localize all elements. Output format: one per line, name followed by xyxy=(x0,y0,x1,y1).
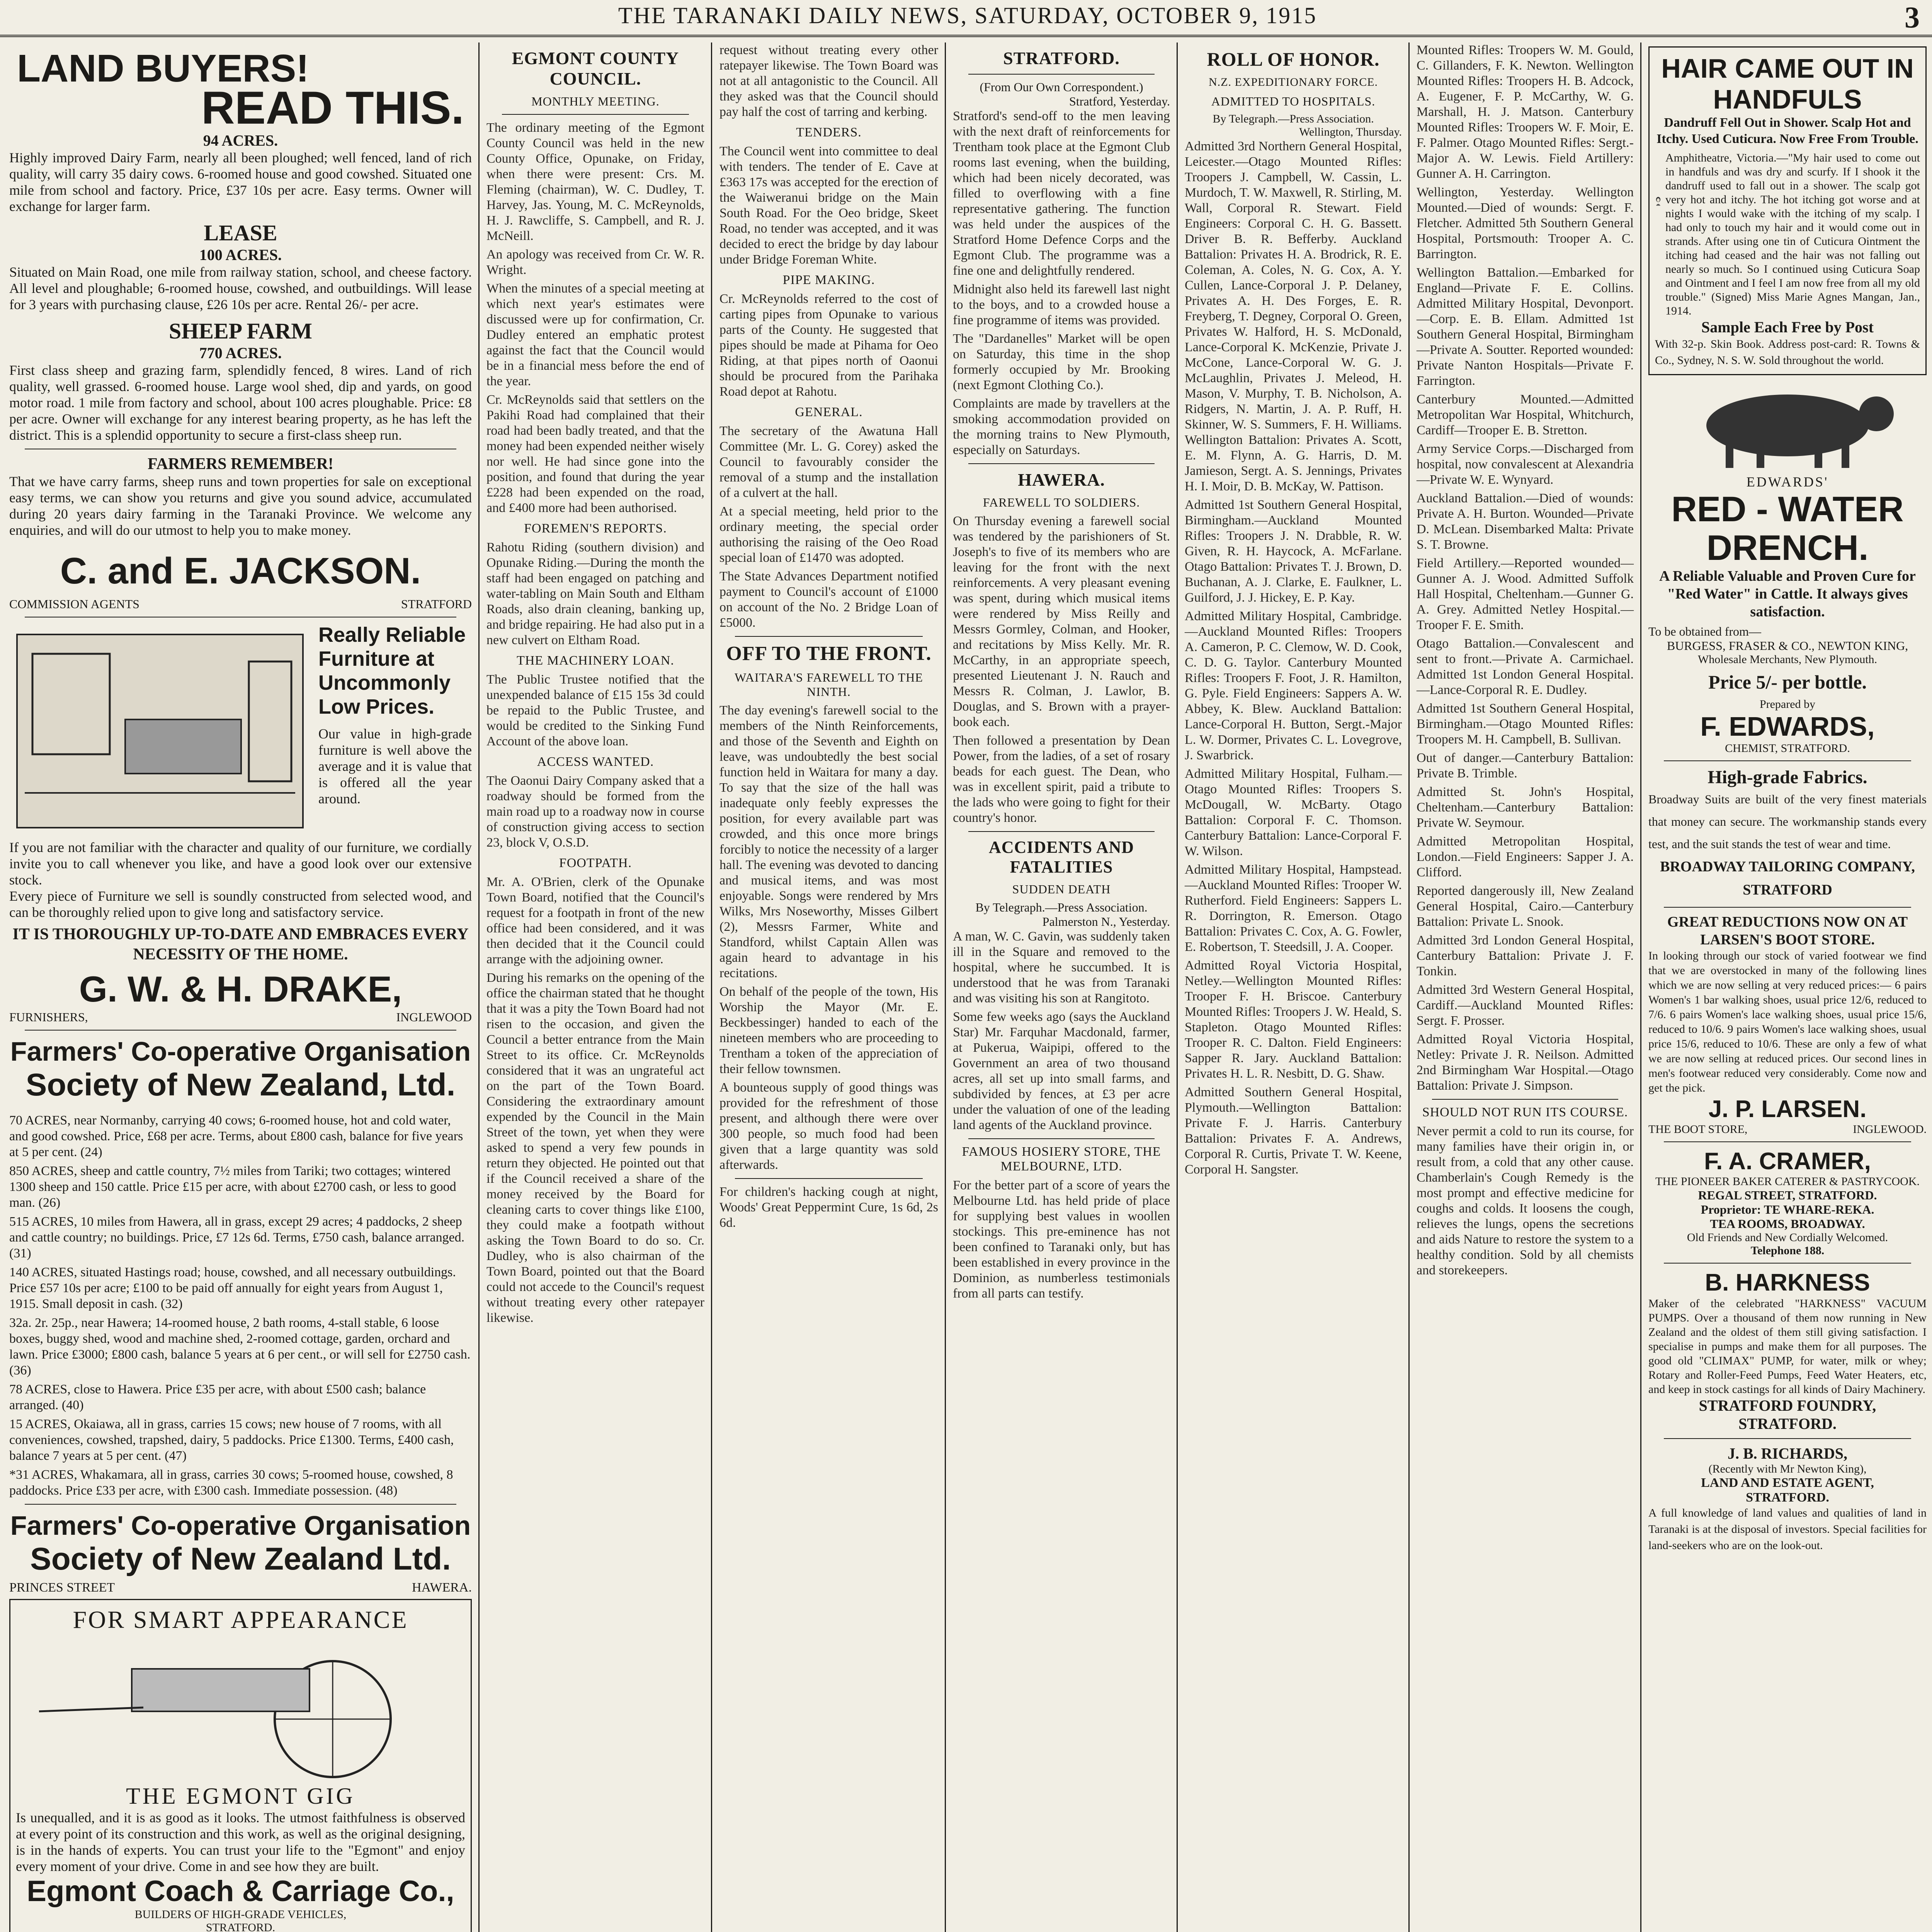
price-line: Price 5/- per bottle. xyxy=(1708,671,1867,693)
sample-text: With 32-p. Skin Book. Address post-card: R. Towns & Co., Sydney, N. S. W. Sold throughout the world. xyxy=(1655,338,1920,367)
roll-para: Admitted 3rd London General Hospital, Canterbury Battalion: Private J. F. Tonkin. xyxy=(1417,933,1634,978)
listing-text: 15 ACRES, Okaiawa, all in grass, carries 15 cows; new house of 7 rooms, with all conveniences, cowshed, trapshed, dairy, 5 paddocks. Price £1300. Terms, £400 cash, balance 7 years at 5 per cent. xyxy=(9,1417,454,1463)
column-rule xyxy=(478,43,480,1932)
council-title: EGMONT COUNTY COUNCIL. xyxy=(512,48,679,88)
column-stratford xyxy=(947,43,1175,1932)
front-para: The day evening's farewell social to the members of the Ninth Reinforcements, and those of the Seventh and Eighth on leave, was undoubtedly the best social function held in Waitara for many a day. To say that the size of the hall was inadequate only feebly expresses the position, for every available part was crowded, and this once more brings forcibly to notice the necessity of a larger hall. The evening was devoted to dancing and musical items, and was most enjoyable. Songs were rendered by Mrs Wilks, Mrs Noseworthy, Misses Gilbert (2), Messrs Farmer, White and Standford, whilst Captain Allen was again heard to advantage in his recitations. xyxy=(719,703,938,980)
roll-para: Admitted 3rd Western General Hospital, Cardiff.—Auckland Mounted Rifles: Sergt. F. Prosser. xyxy=(1417,983,1634,1028)
furniture-heading: Really Reliable Furniture at Uncommonly Low Prices. xyxy=(318,623,466,718)
farmers-coop-heading: Farmers' Co-operative Organisation xyxy=(10,1036,471,1066)
cramer-name: F. A. CRAMER, xyxy=(1704,1148,1871,1175)
page-number: 3 xyxy=(1905,0,1920,34)
council-para: Rahotu Riding (southern division) and Opunake Riding.—During the month the staff had been engaged on patching and water-tabling on Main South and Eltham Roads, also drain cleaning, banking up, and bridge repairing. He had also put in a new culvert on Eltham Road. xyxy=(486,540,704,647)
listing-ref: (26) xyxy=(38,1196,61,1210)
farmers-coop-heading-2: Farmers' Co-operative Organisation xyxy=(10,1510,471,1541)
stratford-para: Midnight also held its farewell last night to the boys, and to a crowded house a fine programme of items was provided. xyxy=(953,282,1170,327)
access-wanted-heading: ACCESS WANTED. xyxy=(537,755,654,769)
harkness-name: B. HARKNESS xyxy=(1705,1269,1870,1296)
stratford-para: Stratford's send-off to the men leaving with the next draft of reinforcements for Trentham took place at the Egmont Club rooms last evening, when the building, which had been nicely decorated, was filled to overflowing with a fine representative gathering. The function was held under the auspices of the Stratford Home Defence Corps and the Egmont Club. The programme was a fine one and delightfully rendered. xyxy=(953,109,1170,278)
society-heading: Society of New Zealand, Ltd. xyxy=(26,1067,456,1102)
pipe-making-heading: PIPE MAKING. xyxy=(782,273,875,287)
machinery-loan-heading: THE MACHINERY LOAN. xyxy=(517,653,674,668)
council-para: The Council went into committee to deal with tenders. The tender of E. Cave at £363 17s was accepted for the erection of the Waiweranui bridge on the Main South Road. For the Oeo bridge, Skeet Road, no tender was accepted, and it was decided to erect the bridge by day labour under Bridge Foreman White. xyxy=(719,144,938,267)
page-header-title: THE TARANAKI DAILY NEWS, SATURDAY, OCTOBER 9, 1915 xyxy=(618,3,1317,28)
listing-text: 850 ACRES, sheep and cattle country, 7½ miles from Tariki; two cottages; wintered 1300 sheep and 150 cattle. Price £15 per acre, with about £2700 cash, or less to good man. xyxy=(9,1164,456,1210)
obtain-label: To be obtained from— xyxy=(1648,624,1761,638)
listing-text: 70 ACRES, near Normanby, carrying 40 cows; 6-roomed house, hot and cold water, and good cowshed. Price, £68 per acre. Terms, about £800 cash, balance for five years at 5 per cent. xyxy=(9,1113,463,1159)
ad-770-text: First class sheep and grazing farm, splendidly fenced, 8 wires. Land of rich quality, well grassed. 6-roomed house. Large wool shed, dip and yards, on good motor road. 1 mile from factory and school, about 100 acres ploughable. Price: £8 per acre. Owner will exchange for any interest bearing property, as he has left the district. This is a splendid opportunity to secure a first-class sheep run. xyxy=(9,362,472,443)
council-para: The ordinary meeting of the Egmont County Council was held in the new County Office, Opunake, on Friday, when there were present: Crs. M. Fleming (chairman), W. C. Dudley, T. Harvey, Jas. Young, M. C. McReynolds, H. J. Rawcliffe, S. Campbell, and R. J. McNeill. xyxy=(486,121,704,243)
roll-para: Mounted Rifles: Troopers W. M. Gould, C. Gillanders, F. K. Newton. Wellington Mounted Rifles: Troopers H. B. Adcock, A. Eugener, F. P. McCarthy, W. G. Marshall, H. J. Matson. Canterbury Mounted Rifles: Troopers W. F. Moir, E. F. Palmer. Otago Mounted Rifles: Sergt.-Major A. W. Lewis. Field Artillery: Gunner A. H. Carrington. xyxy=(1417,43,1634,181)
drake-town: INGLEWOOD xyxy=(396,1010,472,1024)
admitted-hospitals-heading: ADMITTED TO HOSPITALS. xyxy=(1211,94,1376,108)
column-rule xyxy=(1408,43,1410,1932)
prepared-by: Prepared by xyxy=(1759,698,1816,711)
sample-heading: Sample Each Free by Post xyxy=(1701,318,1874,336)
wholesale-line: Wholesale Merchants, New Plymouth. xyxy=(1697,653,1878,666)
roll-para: Reported dangerously ill, New Zealand General Hospital, Cairo.—Canterbury Battalion: Private L. Snook. xyxy=(1417,884,1634,929)
hosiery-heading: FAMOUS HOSIERY STORE, THE MELBOURNE, LTD. xyxy=(962,1145,1161,1173)
proprietor-line: Proprietor: TE WHARE-REKA. xyxy=(1701,1202,1874,1216)
newton-king-line: (Recently with Mr Newton King), xyxy=(1708,1463,1867,1475)
telephone-line: Telephone 188. xyxy=(1750,1244,1825,1257)
listing-text: 78 ACRES, close to Hawera. Price £35 per acre, with about £500 cash; balance arranged. xyxy=(9,1382,426,1412)
red-water-heading: RED - WATER DRENCH. xyxy=(1671,490,1904,568)
roll-para: Admitted 3rd Northern General Hospital, Leicester.—Otago Mounted Rifles: Troopers J. Campbell, W. Cassin, L. Murdoch, T. W. Maxwell, R. Stirling, M. Wall, Corporal R. Stewart. Field Engineers: Corporal C. H. G. Bassett. Driver B. R. Befferby. Auckland Battalion: Privates H. A. Brodrick, R. E. Coleman, A. Coles, N. G. Cox, A. Y. Cullen, Lance-Corporal J. P. Delaney, Privates A. H. Des Forges, E. R. Freyberg, T. Degney, Corporal O. Green, Privates W. Halford, H. S. McDonald, Lance-Corporal K. McKenzie, Private J. McCone, Lance-Corporal W. G. J. McLaughlin, Privates J. Meleod, H. Mason, V. Murphy, T. B. Nicholson, A. Ridgers, N. Martin, J. A. P. Ruff, H. Skinner, W. S. Summers, F. H. Williams. Wellington Battalion: Privates A. Scott, E. M. Flynn, A. G. Harris, D. M. Jamieson, Sergt. A. S. Jennings, Privates H. I. Moir, D. B. McKay, W. Pattison. xyxy=(1185,139,1402,493)
burgess-name: BURGESS, FRASER & CO., NEWTON KING, xyxy=(1667,639,1908,653)
roll-para: Admitted Military Hospital, Cambridge.—Auckland Mounted Rifles: Troopers A. Cameron, P. C. Clemow, W. D. Cook, C. D. G. Taylor. Canterbury Mounted Rifles: Troopers F. Foot, J. R. Hamilton, G. Pyle. Field Engineers: Sappers A. W. Abbey, K. Blew. Auckland Battalion: Lance-Corporal H. Button, Sergt.-Major L. W. Dormer, Privates C. L. Lovegrove, J. Swarbrick. xyxy=(1185,609,1402,762)
front-para: A bounteous supply of good things was provided for the refreshment of those present, and although there were over 300 people, so much food had been given that a large quantity was sold afterwards. xyxy=(719,1080,938,1172)
roll-para: Admitted St. John's Hospital, Cheltenham.—Canterbury Battalion: Private W. Seymour. xyxy=(1417,785,1634,830)
roll-para: Auckland Battalion.—Died of wounds: Private A. H. Burton. Wounded—Private D. McLean. Disembarked Malta: Private S. T. Browne. xyxy=(1417,491,1634,552)
stratford-title: STRATFORD. xyxy=(1003,48,1120,68)
accident-para: A man, W. C. Gavin, was suddenly taken ill in the Square and removed to the hospital, where he succumbed. It is understood that he was from Taranaki and was visiting his son at Rangitoto. xyxy=(953,929,1170,1005)
column-land-ads xyxy=(4,43,477,1932)
off-to-front-heading: OFF TO THE FRONT. xyxy=(726,643,932,665)
larsen-town: INGLEWOOD. xyxy=(1853,1123,1927,1136)
press-line: By Telegraph.—Press Association. xyxy=(975,900,1148,914)
cuticura-ad xyxy=(1648,46,1927,375)
peppermint-cure-ad: For children's hacking cough at night, Woods' Great Peppermint Cure, 1s 6d, 2s 6d. xyxy=(719,1185,938,1230)
ad-100-acres: 100 ACRES. xyxy=(199,246,282,264)
roll-para: Wellington, Yesterday. Wellington Mounted.—Died of wounds: Sergt. F. Fletcher. Admitted 5th Southern General Hospital, Portsmouth: Trooper A. C. Barrington. xyxy=(1417,185,1634,261)
furniture-text: Our value in high-grade furniture is well above the average and it is value that is offered all the year around. xyxy=(318,726,472,806)
land-estate-agent: LAND AND ESTATE AGENT, xyxy=(1701,1476,1874,1490)
column-county-council xyxy=(481,43,710,1932)
foremen-reports-heading: FOREMEN'S REPORTS. xyxy=(524,521,667,536)
listing-item xyxy=(9,1264,472,1312)
general-heading: GENERAL. xyxy=(795,405,863,419)
listing-text: *31 ACRES, Whakamara, all in grass, carries 30 cows; 5-roomed house, cowshed, 8 paddocks. Price £33 per acre, with £300 cash. Immediate possession. xyxy=(9,1468,453,1498)
roll-para: Admitted Military Hospital, Hampstead.—Auckland Mounted Rifles: Trooper W. Rutherford. Field Engineers: Sappers L. R. Dorrington, R. Emerson. Otago Battalion: Privates C. Cox, A. G. Fowler, E. Robertson, T. Steedsill, J. A. Cooper. xyxy=(1185,862,1402,954)
up-to-date-line: IT IS THOROUGHLY UP-TO-DATE AND EMBRACES EVERY NECESSITY OF THE HOME. xyxy=(12,925,469,963)
hawera-para: On Thursday evening a farewell social was tendered by the parishioners of St. Joseph's to five of its members who are leaving for the front with the next reinforcements. A very pleasant evening was spent, during which musical items were rendered by Miss Reilly and Messrs Gormley, Colman, and Hooker, and recitations by Miss Kelly. Mr. R. McCarthy, in an appropriate speech, presented Lieutenant J. N. Rauch and Messrs R. Colman, J. Lawlor, B. Douglas, and S. Brown with a prayer-book each. xyxy=(953,514,1170,729)
council-para: When the minutes of a special meeting at which next year's estimates were discussed were up for confirmation, Cr. Dudley entered an emphatic protest against the fact that the Council would be in a financial mess before the end of the year. xyxy=(486,281,704,388)
richards-text: A full knowledge of land values and qualities of land in Taranaki is at the disposal of investors. Special facilities for land-seekers who are on the look-out. xyxy=(1648,1507,1927,1552)
roll-para: Otago Battalion.—Convalescent and sent to front.—Private A. Carmichael. Admitted 1st London General Hospital.—Lance-Corporal R. E. Dudley. xyxy=(1417,636,1634,697)
tea-rooms: TEA ROOMS, BROADWAY. xyxy=(1710,1217,1865,1231)
drake-footer xyxy=(9,1010,472,1024)
richards-name: J. B. RICHARDS, xyxy=(1727,1445,1848,1462)
column-roll-of-honor xyxy=(1179,43,1407,1932)
column-rule xyxy=(711,43,712,1932)
foundry-line: STRATFORD FOUNDRY, STRATFORD. xyxy=(1699,1397,1876,1432)
listing-text: 32a. 2r. 25p., near Hawera; 14-roomed house, 2 bath rooms, 4-stall stable, 6 loose boxes, buggy shed, wood and machine shed, 2-roomed cottage, garden, orchard and lawn. Price £3000; £800 cash, balance 5 years at 6 per cent., or will sell for £2750 cash. xyxy=(9,1316,471,1362)
listing-text: 140 ACRES, situated Hastings road; house, cowshed, and all necessary outbuildings. Price £57 10s per acre; £100 to be paid off annually for eight years from August 1, 1915. Small deposit in cash. xyxy=(9,1265,456,1311)
roll-para: Admitted Royal Victoria Hospital, Netley.—Wellington Mounted Rifles: Trooper F. H. Briscoe. Canterbury Mounted Rifles: Troopers J. W. Heald, S. Stapleton. Otago Mounted Rifles: Trooper R. C. Dalton. Field Engineers: Sapper R. Jary. Auckland Battalion: Privates H. L. R. Nesbitt, D. G. Shaw. xyxy=(1185,958,1402,1081)
council-para: During his remarks on the opening of the office the chairman stated that he thought that it was a pity the Town Board had not risen to the occasion, and given the Council a better entrance from the Main Street to its office. Cr. McReynolds considered that it was an ungrateful act on the part of the Town Board. Considering the extraordinary amount expended by the Council in the Main Street of the town, yet when they were asked to spend a very few pounds in return they objected. He pointed out that if the Council received a share of the money received by the Board for cleaning carts to cover things like £100, they could make a footpath without asking the Town Board to do so. Cr. Dudley, who is also chairman of the Town Board, pointed out that the Board could not accede to the Council's request without treating every other ratepayer likewise. xyxy=(486,971,704,1325)
ad-770-acres: 770 ACRES. xyxy=(199,344,282,362)
jackson-town: STRATFORD xyxy=(401,597,472,611)
listing-ref: (32) xyxy=(160,1297,183,1311)
column-right-ads xyxy=(1643,43,1932,1932)
listing-item xyxy=(9,1315,472,1378)
jackson-footer xyxy=(9,597,472,611)
listing-item xyxy=(9,1467,472,1498)
correspondent-line: (From Our Own Correspondent.) xyxy=(980,80,1143,94)
hair-subheading: Dandruff Fell Out in Shower. Scalp Hot and Itchy. Used Cuticura. Now Free From Trouble. xyxy=(1656,116,1918,146)
roll-para: Out of danger.—Canterbury Battalion: Private B. Trimble. xyxy=(1417,751,1634,781)
property-listings xyxy=(9,1112,472,1498)
great-reductions-text: In looking through our stock of varied footwear we find that we are overstocked in many of the following lines which we are now selling at very reduced prices:— 6 pairs Women's 1 bar walking shoes, usual price 12/6, reduced to 7/6. 6 pairs Women's lace walking shoes, usual price 15/6, reduced to 10/6. 9 pairs Women's lace walking shoes, usual price 15/6, reduced to 10/6. These are only a few of what we are now selling at reduced prices. Our second lines in men's footwear reduced very considerably. Come now and get the pick. xyxy=(1648,949,1927,1094)
listing-item xyxy=(9,1381,472,1413)
sudden-death-heading: SUDDEN DEATH xyxy=(1012,882,1111,896)
column-rule xyxy=(1640,43,1641,1932)
roll-para: Wellington Battalion.—Embarked for England—Private F. E. Collins. Admitted Military Hospital, Devonport.—Corp. E. B. Ellam. Admitted 1st Southern General Hospital, Birmingham—Private A. Soutter. Reported wounded: Private Nanton Hospitals—Private F. Farrington. xyxy=(1417,265,1634,388)
masthead xyxy=(0,0,1932,37)
furnishers-label: FURNISHERS, xyxy=(9,1010,88,1024)
land-buyers-ad xyxy=(9,43,472,134)
furniture-illustration xyxy=(9,623,311,839)
chamberlain-ad: Never permit a cold to run its course, for many families have their origin in, or result from, a cold that any other cause. Chamberlain's Cough Remedy is the most prompt and effective medicine for coughs and colds. It loosens the cough, relieves the lungs, opens the secretions and aids Nature to restore the system to a healthy condition. Sold by all chemists and storekeepers. xyxy=(1417,1124,1634,1277)
listing-item xyxy=(9,1112,472,1160)
hawera-para: Then followed a presentation by Dean Power, from the ladies, of a set of rosary beads for each guest. The Dean, who was in excellent spirit, paid a tribute to the lads who were going to fight for their country's honor. xyxy=(953,733,1170,825)
larsen-name: J. P. LARSEN. xyxy=(1708,1096,1867,1122)
tenders-heading: TENDERS. xyxy=(796,125,862,139)
hair-heading: HAIR CAME OUT IN HANDFULS xyxy=(1661,53,1914,114)
council-subtitle: MONTHLY MEETING. xyxy=(531,94,660,108)
edwards-label: EDWARDS' xyxy=(1746,474,1829,490)
land-buyers-heading: LAND BUYERS! xyxy=(17,47,309,90)
builders-line: BUILDERS OF HIGH-GRADE VEHICLES, xyxy=(134,1908,347,1921)
listing-item xyxy=(9,1163,472,1211)
should-not-run-heading: SHOULD NOT RUN ITS COURSE. xyxy=(1422,1105,1628,1119)
roll-of-honor-title: ROLL OF HONOR. xyxy=(1207,48,1380,70)
high-grade-text: Broadway Suits are built of the very finest materials that money can secure. The workmanship stands every test, and the suit stands the test of wear and time. xyxy=(1648,792,1927,851)
high-grade-heading: High-grade Fabrics. xyxy=(1708,767,1867,787)
roll-para: Admitted Metropolitan Hospital, London.—Field Engineers: Sapper J. A. Clifford. xyxy=(1417,834,1634,879)
great-reductions-heading: GREAT REDUCTIONS NOW ON AT LARSEN'S BOOT STORE. xyxy=(1667,914,1908,948)
dateline: Stratford, Yesterday. xyxy=(1069,94,1170,108)
listing-item xyxy=(9,1416,472,1464)
cattle-illustration xyxy=(1648,379,1927,472)
egmont-gig-text: Is unequalled, and it is as good as it looks. The utmost faithfulness is observed at every point of its construction and this work, as well as the original designing, is in the hands of experts. You can trust your life to the "Egmont" and enjoy every moment of your drive. Come in and see how they are built. xyxy=(16,1810,465,1874)
ad-94-text: Highly improved Dairy Farm, nearly all been ploughed; well fenced, land of rich quality, will carry 35 dairy cows. 6-roomed house and good cowshed. Situated one mile from school and factory. Price, £37 10s per acre. Easy terms. Owner will exchange for larger farm. xyxy=(9,150,472,214)
ad-94-acres: 94 ACRES. xyxy=(203,132,278,149)
drake-name: G. W. & H. DRAKE, xyxy=(79,969,402,1009)
sheep-farm-heading: SHEEP FARM xyxy=(168,318,313,344)
furniture-copy xyxy=(318,623,472,839)
council-para: The Oaonui Dairy Company asked that a roadway should be formed from the main road up to a roadway now in course of construction giving access to section 23, block V, O.S.D. xyxy=(486,774,704,850)
farmers-remember-text: That we have carry farms, sheep runs and town properties for sale on exceptional easy terms, we can show you returns and give you sound advice, accumulated during 20 years dairy farming in the Taranaki Province. We welcome any enquiries, and will do our utmost to help you to make money. xyxy=(9,474,472,538)
footpath-heading: FOOTPATH. xyxy=(559,856,632,870)
roll-para: Field Artillery.—Reported wounded—Gunner A. J. Wood. Admitted Suffolk Hall Hospital, Cheltenham.—Gunner G. A. Grey. Admitted Netley Hospital.—Trooper F. E. Smith. xyxy=(1417,556,1634,632)
ad-100-text: Situated on Main Road, one mile from railway station, school, and cheese factory. All level and ploughable; 6-roomed house, cowshed, and outbuildings. Will lease for 3 years with purchasing clause, £26 10s per acre. Rental 26/- per acre. xyxy=(9,264,472,312)
roll-para: Army Service Corps.—Discharged from hospital, now convalescent at Alexandria—Private W. E. Wynyard. xyxy=(1417,442,1634,487)
egmont-coach-name: Egmont Coach & Carriage Co., xyxy=(27,1875,454,1908)
princes-street: PRINCES STREET xyxy=(9,1580,115,1595)
woman-portrait-illustration xyxy=(1655,151,1662,252)
f-edwards-name: F. EDWARDS, xyxy=(1700,711,1875,742)
furniture-ad xyxy=(9,623,472,839)
listing-ref: (47) xyxy=(165,1449,187,1463)
smart-appearance: FOR SMART APPEARANCE xyxy=(73,1606,408,1633)
old-friends-line: Old Friends and New Cordially Welcomed. xyxy=(1687,1231,1888,1244)
palmerston-dateline: Palmerston N., Yesterday. xyxy=(1042,915,1170,929)
listing-item xyxy=(9,1214,472,1261)
council-para: At a special meeting, held prior to the ordinary meeting, the special order authorising the raising of the Oeo Road special loan of £1470 was adopted. xyxy=(719,504,938,565)
council-para: Cr. McReynolds referred to the cost of carting pipes from Opunake to various parts of the County. He suggested that pipes should be made at Pihama for Oeo Riding, at that pipes north of Oaonui should be procured from the Parihaka Road depot at Rahotu. xyxy=(719,292,938,399)
expeditionary-force: N.Z. EXPEDITIONARY FORCE. xyxy=(1208,76,1378,88)
roll-para: Admitted 1st Southern General Hospital, Birmingham.—Otago Mounted Rifles: Troopers M. H. Campbell, B. Sullivan. xyxy=(1417,701,1634,747)
harkness-text: Maker of the celebrated "HARKNESS" VACUUM PUMPS. Over a thousand of them now running in New Zealand and the oldest of them still giving satisfaction. I specialise in pumps and make them for all purposes. The good old "CLIMAX" PUMP, for water, milk or whey; Rotary and Roller-Feed Pumps, Feed Water Heaters, etc, and keep in stock castings for all kinds of Dairy Machinery. xyxy=(1648,1297,1927,1396)
farewell-heading: FAREWELL TO SOLDIERS. xyxy=(983,495,1140,509)
broadway-heading: BROADWAY TAILORING COMPANY, STRATFORD xyxy=(1660,859,1915,898)
furniture-text-3: Every piece of Furniture we sell is soundly constructed from selected wood, and can be thoroughly relied upon to give long and satisfactory service. xyxy=(9,888,472,920)
stratford-para: Complaints are made by travellers at the smoking accommodation provided on the morning trains to New Plymouth, especially on Saturdays. xyxy=(953,396,1170,457)
column-rule xyxy=(1177,43,1178,1932)
coop-town: HAWERA. xyxy=(412,1580,472,1595)
listing-ref: (36) xyxy=(9,1363,31,1378)
roll-para: Admitted Royal Victoria Hospital, Netley: Private J. R. Neilson. Admitted 2nd Birmingham War Hospital.—Otago Battalion: Private J. Simpson. xyxy=(1417,1032,1634,1093)
roll-para: Admitted 1st Southern General Hospital, Birmingham.—Auckland Mounted Rifles: Troopers J. N. Drabble, R. W. Given, R. H. Haycock, A. McFarlane. Otago Battalion: Privates T. J. Brown, D. Buchanan, A. J. Clarke, E. Faulkner, L. Guilford, J. J. Hickey, E. P. Kay. xyxy=(1185,498,1402,605)
column-roll-continued xyxy=(1411,43,1639,1932)
furniture-text-2: If you are not familiar with the character and quality of our furniture, we cordially invite you to call whenever you like, and have a good look over our extensive stock. xyxy=(9,840,472,888)
council-para: Cr. McReynolds said that settlers on the Pakihi Road had complained that their road had been badly treated, and that the money had been expended neither wisely nor well. He had since gone into the position, and found that during the year £228 had been expended on the road, and £400 more had been authorised. xyxy=(486,393,704,515)
wellington-dateline: Wellington, Thursday. xyxy=(1299,126,1402,138)
jackson-name: C. and E. JACKSON. xyxy=(60,550,421,592)
listing-text: 515 ACRES, 10 miles from Hawera, all in grass, except 29 acres; 4 paddocks, 2 sheep and cattle country; no buildings. Price, £7 12s 6d. Terms, £750 cash, balance arranged. xyxy=(9,1214,465,1245)
listing-ref: (40) xyxy=(61,1398,84,1412)
listing-ref: (48) xyxy=(375,1483,398,1498)
boot-store-label: THE BOOT STORE, xyxy=(1648,1123,1748,1136)
farmers-remember: FARMERS REMEMBER! xyxy=(147,455,334,473)
chemist-line: CHEMIST, STRATFORD. xyxy=(1725,742,1850,755)
read-this-heading: READ THIS. xyxy=(201,82,464,134)
pioneer-line: THE PIONEER BAKER CATERER & PASTRYCOOK. xyxy=(1655,1175,1920,1188)
commission-agents: COMMISSION AGENTS xyxy=(9,597,139,611)
hawera-title: HAWERA. xyxy=(1018,470,1105,490)
press-line: By Telegraph.—Press Association. xyxy=(1213,112,1374,125)
council-para: The Public Trustee notified that the unexpended balance of £15 15s 3d could be repaid to the Public Trustee, and would be credited to the Sinking Fund Account of the above loan. xyxy=(486,672,704,748)
coop-address xyxy=(9,1580,472,1595)
council-para: The State Advances Department notified payment to Council's account of £1000 on account of the No. 2 Bridge Loan of £5000. xyxy=(719,569,938,630)
builders-town: STRATFORD. xyxy=(206,1921,276,1932)
listing-ref: (24) xyxy=(80,1145,102,1159)
council-para: An apology was received from Cr. W. R. Wright. xyxy=(486,247,704,277)
accident-para: Some few weeks ago (says the Auckland Star) Mr. Farquhar Macdonald, farmer, at Pukerua, Waipipi, offered to the Government an area of two thousand acres, all set up into small farms, and subdivided by fences, at £3 per acre under the valuation of one of the leading land agents of the Auckland province. xyxy=(953,1010,1170,1132)
gig-illustration xyxy=(16,1634,460,1781)
column-rule xyxy=(945,43,946,1932)
waitara-farewell-heading: WAITARA'S FAREWELL TO THE NINTH. xyxy=(735,670,923,699)
regal-street: REGAL STREET, STRATFORD. xyxy=(1698,1188,1877,1202)
roll-para: Admitted Southern General Hospital, Plymouth.—Wellington Battalion: Private F. J. Harris. Canterbury Battalion: Privates F. A. Andrews, Corporal R. Curtis, Private T. W. Keene, Corporal H. Sangster. xyxy=(1185,1085,1402,1177)
lease-heading: LEASE xyxy=(204,220,277,245)
red-water-text: A Reliable Valuable and Proven Cure for "Red Water" in Cattle. It always gives satisfaction. xyxy=(1659,568,1916,620)
hosiery-para: For the better part of a score of years the Melbourne Ltd. has held pride of place for supplying best values in woollen stockings. This pre-eminence has not been confined to Taranaki only, but has been established in every province in the Dominion, as numberless testimonials from all parts can testify. xyxy=(953,1178,1170,1301)
society-heading-2: Society of New Zealand Ltd. xyxy=(30,1541,451,1577)
council-para: Mr. A. O'Brien, clerk of the Opunake Town Board, notified that the Council's request for a footpath in front of the new office had been considered, and it was then decided that it the Council could arrange with the adjoining owner. xyxy=(486,875,704,966)
roll-para: Canterbury Mounted.—Admitted Metropolitan War Hospital, Whitchurch, Cardiff—Trooper E. B. Stretton. xyxy=(1417,392,1634,437)
hair-testimonial: Amphitheatre, Victoria.—"My hair used to come out in handfuls and was dry and scurfy. If I shook it the dandruff used to fall out in a shower. The scalp got very hot and itchy. The hot itching got worse and at nights I would wake with the itching of my scalp. I had only to touch my hair and it would come out in strands. After using one tin of Cuticura Ointment the itching had ceased and the hair was not falling out nearly so much. So I continued using Cuticura Soap and Ointment and I feel I am now free from all my old trouble." (Signed) Miss Marie Agnes Mangan, Jan., 1914. xyxy=(1665,151,1920,317)
council-para: The secretary of the Awatuna Hall Committee (Mr. L. G. Corey) asked the Council to favourably consider the removal of a stump and the installation of a culvert at the hall. xyxy=(719,424,938,500)
front-para: On behalf of the people of the town, His Worship the Mayor (Mr. E. Beckbessinger) handed to each of the nineteen members who are proceeding to Trentham a token of the appreciation of their fellow townsmen. xyxy=(719,985,938,1076)
council-para: request without treating every other ratepayer likewise. The Town Board was not at all antagonistic to the Council. All they asked was that the Council should pay half the cost of tarring and kerbing. xyxy=(719,43,938,119)
egmont-gig-title: THE EGMONT GIG xyxy=(126,1783,355,1809)
column-council-continued xyxy=(714,43,944,1932)
richards-town: STRATFORD. xyxy=(1746,1490,1829,1505)
stratford-para: The "Dardanelles" Market will be open on Saturday, this time in the shop formerly occupied by Mr. Brooking (next Egmont Clothing Co.). xyxy=(953,332,1170,392)
roll-para: Admitted Military Hospital, Fulham.—Otago Mounted Rifles: Troopers S. McDougall, W. McBarty. Otago Battalion: Corporal F. C. Thomson. Canterbury Battalion: Lance-Corporal F. W. Wilson. xyxy=(1185,767,1402,858)
accidents-heading: ACCIDENTS AND FATALITIES xyxy=(988,838,1134,876)
listing-ref: (31) xyxy=(9,1246,31,1260)
egmont-gig-ad xyxy=(9,1599,472,1932)
